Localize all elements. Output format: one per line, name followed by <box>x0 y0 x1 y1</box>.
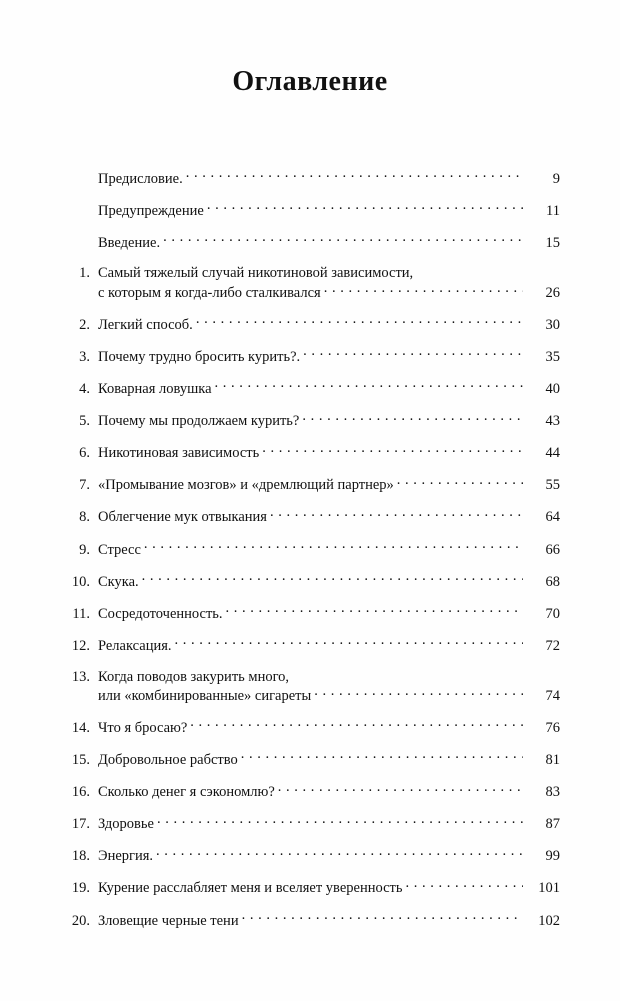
toc-entry[interactable] <box>60 168 560 188</box>
toc-entry-title: или «комбинированные» сигареты <box>98 688 312 705</box>
toc-entry-number: 4. <box>79 380 90 397</box>
toc-entry-body <box>98 782 526 802</box>
toc-entry-title: Скука. <box>98 573 139 590</box>
toc-entry-title: Сколько денег я сэкономлю? <box>98 784 275 800</box>
toc-entry-number: 1. <box>79 265 90 282</box>
toc-entry[interactable] <box>60 635 560 655</box>
dot-leader <box>207 200 523 215</box>
dot-leader <box>144 539 523 554</box>
toc-entry-number: 9. <box>79 541 90 558</box>
table-of-contents <box>60 168 560 942</box>
toc-entry-title: Сосредоточенность. <box>98 605 223 622</box>
toc-entry-title: Почему трудно бросить курить?. <box>98 348 301 365</box>
toc-entry-page-number: 72 <box>545 637 560 654</box>
dot-leader <box>186 168 523 183</box>
page-title: Оглавление <box>232 66 388 97</box>
toc-entry-page-number: 70 <box>545 605 560 622</box>
toc-entry-number: 6. <box>79 445 90 462</box>
toc-entry[interactable] <box>60 603 560 623</box>
toc-entry-number: 10. <box>71 573 90 590</box>
toc-entry-title: Предупреждение <box>98 202 204 219</box>
toc-entry[interactable] <box>60 475 560 495</box>
toc-entry-body <box>98 749 526 769</box>
toc-entry-number: 20. <box>71 912 90 929</box>
toc-entry-body <box>98 717 526 737</box>
toc-entry-number: 7. <box>79 477 90 494</box>
toc-entry-title-line: Самый тяжелый случай никотиновой зависимости, <box>98 265 414 282</box>
toc-entry-title: Здоровье <box>98 816 154 833</box>
toc-entry-page-number: 15 <box>545 234 560 251</box>
dot-leader <box>163 232 523 247</box>
toc-entry-page-number: 74 <box>545 688 560 705</box>
dot-leader <box>314 686 523 701</box>
dot-leader <box>303 346 523 361</box>
toc-entry-page-number: 87 <box>545 816 560 833</box>
toc-entry-page-number: 9 <box>552 170 560 187</box>
toc-entry-number: 19. <box>71 880 90 897</box>
dot-leader <box>262 443 523 458</box>
toc-entry-page-number: 11 <box>546 202 560 219</box>
toc-entry[interactable] <box>60 346 560 366</box>
toc-entry-title-line <box>98 283 560 303</box>
toc-entry-body <box>98 910 526 930</box>
toc-entry-title: Никотиновая зависимость <box>98 445 260 462</box>
toc-entry-number: 3. <box>79 348 90 365</box>
toc-entry[interactable] <box>60 846 560 866</box>
toc-entry[interactable] <box>60 717 560 737</box>
toc-entry[interactable] <box>60 411 560 431</box>
toc-entry-body <box>98 346 526 366</box>
toc-entry[interactable] <box>60 878 560 898</box>
toc-entry-title: Энергия. <box>98 848 154 865</box>
toc-entry-body <box>98 635 526 655</box>
toc-entry-body <box>98 264 560 302</box>
dot-leader <box>270 507 523 522</box>
toc-entry-title: Релаксация. <box>98 637 172 654</box>
toc-entry-number: 11. <box>72 605 90 622</box>
toc-entry-title: Легкий способ. <box>98 316 193 333</box>
toc-entry[interactable] <box>60 571 560 591</box>
toc-entry-page-number: 26 <box>545 285 560 301</box>
toc-entry[interactable] <box>60 668 560 706</box>
toc-entry-page-number: 40 <box>545 380 560 397</box>
toc-entry-title: Облегчение мук отвыкания <box>98 509 267 526</box>
dot-leader <box>226 603 523 618</box>
toc-entry[interactable] <box>60 749 560 769</box>
dot-leader <box>196 314 523 329</box>
toc-entry-body <box>98 668 560 706</box>
toc-entry-page-number: 43 <box>545 413 560 429</box>
toc-entry-title: Введение. <box>98 234 161 251</box>
toc-entry[interactable] <box>60 782 560 802</box>
toc-entry-body <box>98 200 526 220</box>
toc-entry[interactable] <box>60 264 560 302</box>
toc-entry-page-number: 44 <box>545 445 560 462</box>
toc-entry-body <box>98 378 526 398</box>
toc-entry-body <box>98 232 526 252</box>
toc-entry-body <box>98 878 526 898</box>
dot-leader <box>157 814 523 829</box>
toc-entry-number: 8. <box>79 509 90 526</box>
toc-entry-page-number: 81 <box>545 751 560 768</box>
toc-entry[interactable] <box>60 443 560 463</box>
toc-entry-title: Зловещие черные тени <box>98 912 239 929</box>
dot-leader <box>324 283 523 298</box>
dot-leader <box>242 910 523 925</box>
toc-entry-title-line <box>98 686 560 706</box>
toc-entry-title: Добровольное рабство <box>98 751 238 768</box>
toc-entry-title: Почему мы продолжаем курить? <box>98 413 300 429</box>
dot-leader <box>302 411 523 426</box>
toc-entry-page-number: 66 <box>545 541 560 558</box>
toc-entry-title: Коварная ловушка <box>98 380 212 397</box>
toc-entry-number: 13. <box>71 668 90 685</box>
toc-entry-number: 18. <box>71 848 90 865</box>
toc-entry-title: Предисловие. <box>98 170 183 187</box>
toc-entry-body <box>98 846 526 866</box>
toc-entry-number: 2. <box>79 316 90 333</box>
toc-entry[interactable] <box>60 507 560 527</box>
toc-entry[interactable] <box>60 378 560 398</box>
toc-entry[interactable] <box>60 232 560 252</box>
dot-leader <box>397 475 523 490</box>
toc-entry[interactable] <box>60 814 560 834</box>
toc-entry-page-number: 35 <box>545 348 560 365</box>
dot-leader <box>190 717 523 732</box>
dot-leader <box>405 878 523 893</box>
toc-entry-page-number: 68 <box>545 573 560 590</box>
toc-entry[interactable] <box>60 539 560 559</box>
toc-entry-body <box>98 411 526 431</box>
dot-leader <box>156 846 523 861</box>
toc-entry-title: «Промывание мозгов» и «дремлющий партнер» <box>98 477 394 494</box>
toc-entry-number: 16. <box>71 784 90 800</box>
toc-entry-title: Курение расслабляет меня и вселяет уверенность <box>98 880 403 897</box>
toc-entry-number: 17. <box>71 816 90 833</box>
dot-leader <box>142 571 523 586</box>
toc-entry-page-number: 83 <box>545 784 560 800</box>
toc-entry-page-number: 64 <box>545 509 560 526</box>
toc-entry[interactable] <box>60 200 560 220</box>
toc-entry-body <box>98 571 526 591</box>
toc-entry-page-number: 30 <box>545 316 560 333</box>
toc-entry-page-number: 101 <box>538 880 560 897</box>
toc-entry-number: 15. <box>71 751 90 768</box>
dot-leader <box>278 782 523 797</box>
toc-entry-body <box>98 443 526 463</box>
toc-entry[interactable] <box>60 910 560 930</box>
toc-entry[interactable] <box>60 314 560 334</box>
toc-entry-number: 12. <box>71 637 90 654</box>
toc-entry-body <box>98 539 526 559</box>
toc-entry-title: Стресс <box>98 541 141 558</box>
toc-entry-number: 5. <box>79 413 90 429</box>
toc-entry-body <box>98 507 526 527</box>
toc-entry-title: Что я бросаю? <box>98 719 188 736</box>
toc-entry-number: 14. <box>71 719 90 736</box>
toc-entry-page-number: 99 <box>545 848 560 865</box>
toc-entry-body <box>98 168 526 188</box>
toc-entry-body <box>98 314 526 334</box>
toc-entry-page-number: 102 <box>538 912 560 929</box>
toc-entry-body <box>98 475 526 495</box>
dot-leader <box>241 749 523 764</box>
dot-leader <box>175 635 523 650</box>
toc-entry-title: с которым я когда-либо сталкивался <box>98 285 321 301</box>
toc-entry-page-number: 76 <box>545 719 560 736</box>
dot-leader <box>215 378 523 393</box>
toc-entry-body <box>98 814 526 834</box>
toc-entry-page-number: 55 <box>545 477 560 494</box>
toc-entry-title-line: Когда поводов закурить много, <box>98 668 290 685</box>
toc-entry-body <box>98 603 526 623</box>
